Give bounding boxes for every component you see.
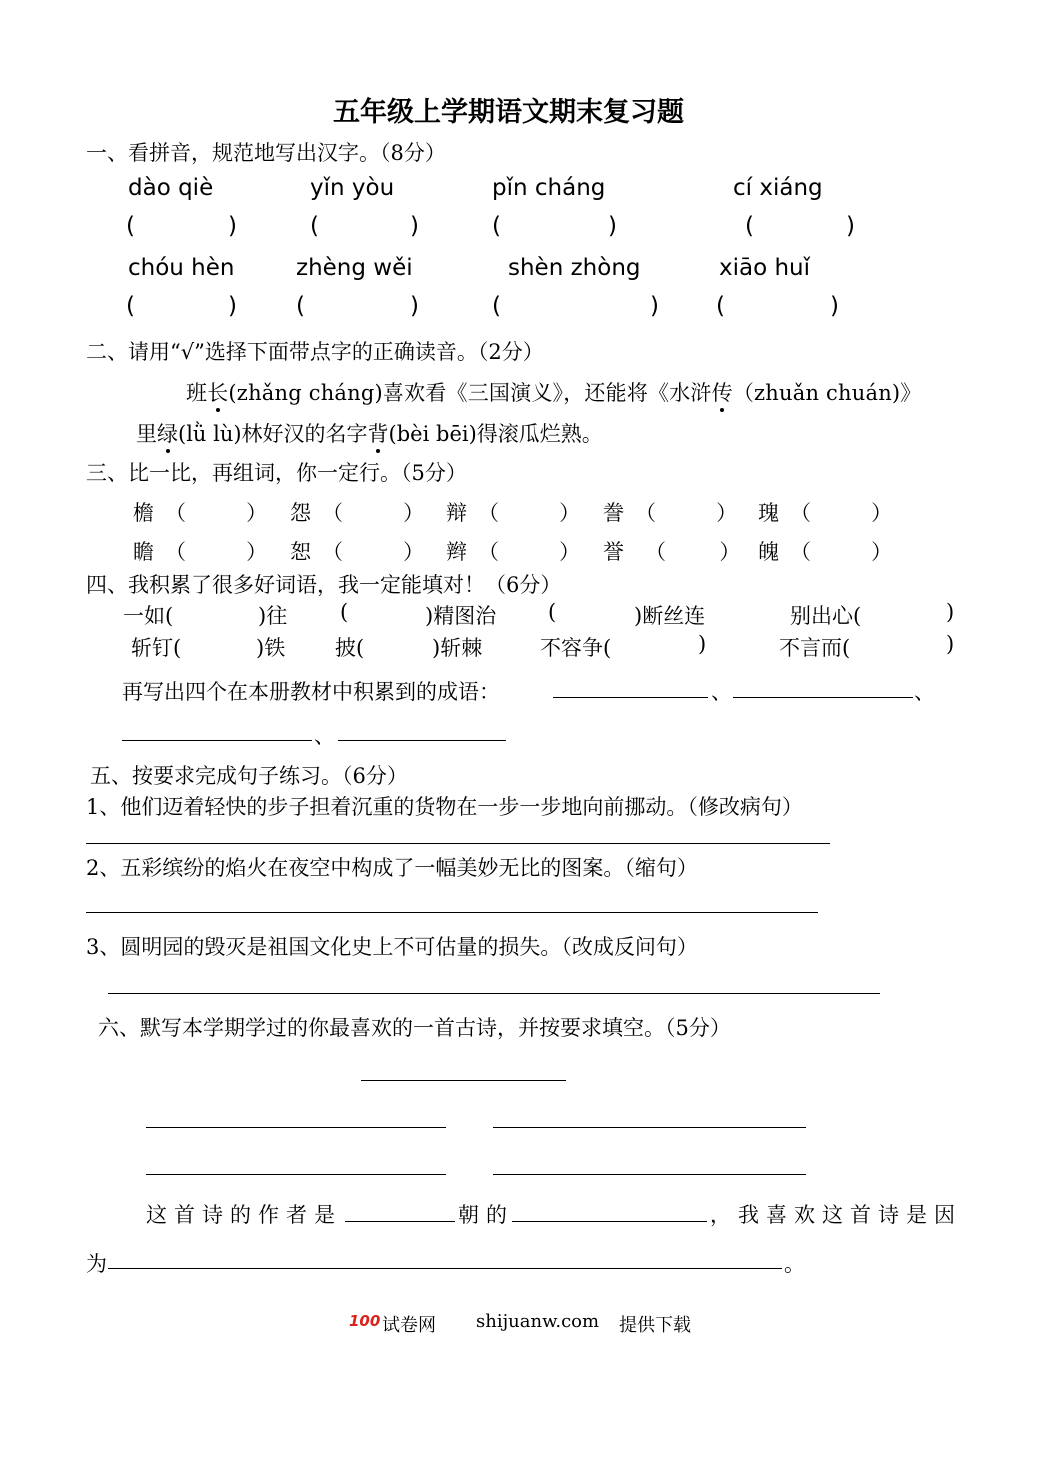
idiom-part: 一如( bbox=[123, 604, 174, 628]
separator: 、 bbox=[914, 680, 935, 704]
pinyin-2: yǐn yòu bbox=[310, 175, 395, 201]
answer-paren-open: ( bbox=[296, 293, 305, 319]
paren-blank: （ ） bbox=[165, 540, 268, 564]
answer-paren-open: ( bbox=[126, 293, 135, 319]
idiom-part: ( bbox=[548, 600, 557, 624]
answer-line[interactable] bbox=[108, 993, 880, 994]
compare-char: 辫 bbox=[446, 540, 467, 564]
paren-blank: （ ） bbox=[478, 540, 581, 564]
poem-line[interactable] bbox=[493, 1174, 806, 1175]
idiom-part: )精图治 bbox=[425, 604, 497, 628]
answer-line[interactable] bbox=[553, 697, 708, 698]
period: 。 bbox=[784, 1252, 805, 1276]
idiom-part: 不言而( bbox=[779, 636, 851, 660]
answer-paren-close: ) bbox=[410, 293, 419, 319]
answer-paren-close: ) bbox=[228, 213, 237, 239]
site-logo: 100 bbox=[349, 1312, 381, 1330]
author-name-line[interactable] bbox=[512, 1221, 707, 1222]
separator: 、 bbox=[711, 680, 732, 704]
answer-paren-open: ( bbox=[716, 293, 725, 319]
answer-paren-open: ( bbox=[310, 213, 319, 239]
reading-line-2: 里绿(lǜ lù)林好汉的名字背(bèi bēi)得滚瓜烂熟。 bbox=[136, 418, 603, 448]
question-1: 1、他们迈着轻快的步子担着沉重的货物在一步一步地向前挪动。（修改病句） bbox=[86, 795, 803, 819]
answer-line[interactable] bbox=[338, 740, 506, 741]
section-2-heading: 二、请用“√”选择下面带点字的正确读音。（2分） bbox=[86, 340, 544, 364]
answer-paren-open: ( bbox=[492, 213, 501, 239]
site-name: 试卷网 bbox=[382, 1315, 436, 1336]
question-3: 3、圆明园的毁灭是祖国文化史上不可估量的损失。（改成反问句） bbox=[86, 935, 698, 959]
answer-paren-close: ) bbox=[830, 293, 839, 319]
answer-paren-close: ) bbox=[608, 213, 617, 239]
compare-char: 誉 bbox=[603, 540, 624, 564]
idiom-part: ) bbox=[698, 632, 707, 656]
paren-blank: （ ） bbox=[645, 540, 741, 564]
separator: 、 bbox=[314, 724, 335, 748]
compare-char: 檐 bbox=[133, 501, 154, 525]
pinyin-8: xiāo huǐ bbox=[719, 255, 811, 281]
author-prompt: 这首诗的作者是 bbox=[146, 1203, 342, 1227]
idiom-part: 斩钉( bbox=[131, 636, 182, 660]
more-idioms-prompt: 再写出四个在本册教材中积累到的成语： bbox=[122, 680, 500, 704]
answer-line[interactable] bbox=[122, 740, 312, 741]
answer-paren-close: ) bbox=[410, 213, 419, 239]
answer-paren-close: ) bbox=[650, 293, 659, 319]
idiom-part: )往 bbox=[258, 604, 288, 628]
answer-paren-open: ( bbox=[745, 213, 754, 239]
dotted-char: 长 bbox=[207, 377, 228, 407]
idiom-part: 别出心( bbox=[790, 604, 862, 628]
reason-line[interactable] bbox=[108, 1268, 782, 1269]
poem-line[interactable] bbox=[146, 1127, 446, 1128]
paren-blank: （ ） bbox=[322, 501, 425, 525]
answer-paren-close: ) bbox=[228, 293, 237, 319]
dotted-char: 传 bbox=[712, 377, 733, 407]
author-line[interactable] bbox=[345, 1221, 455, 1222]
reading-line-1: 班长(zhǎng cháng)喜欢看《三国演义》，还能将《水浒传（zhuǎn chuán)》 bbox=[186, 377, 922, 407]
idiom-part: )斩棘 bbox=[432, 636, 483, 660]
compare-char: 怨 bbox=[290, 501, 311, 525]
pinyin-1: dào qiè bbox=[128, 175, 214, 201]
section-6-heading: 六、默写本学期学过的你最喜欢的一首古诗，并按要求填空。（5分） bbox=[98, 1016, 731, 1040]
idiom-part: ) bbox=[946, 632, 955, 656]
section-1-heading: 一、看拼音，规范地写出汉字。（8分） bbox=[86, 141, 446, 165]
pinyin-4: cí xiáng bbox=[733, 175, 823, 201]
compare-char: 恕 bbox=[290, 540, 311, 564]
download-note: 提供下载 bbox=[619, 1315, 691, 1336]
idiom-part: ( bbox=[340, 600, 349, 624]
compare-char: 辩 bbox=[446, 501, 467, 525]
answer-paren-open: ( bbox=[492, 293, 501, 319]
poem-line[interactable] bbox=[146, 1174, 446, 1175]
answer-line[interactable] bbox=[86, 843, 830, 844]
reason-prompt-cont: 为 bbox=[86, 1252, 107, 1276]
pinyin-6: zhèng wěi bbox=[296, 255, 413, 281]
dotted-char: 背 bbox=[368, 418, 389, 448]
site-domain[interactable]: shijuanw.com bbox=[476, 1311, 600, 1332]
paren-blank: （ ） bbox=[790, 501, 893, 525]
paren-blank: （ ） bbox=[635, 501, 738, 525]
answer-line[interactable] bbox=[733, 697, 913, 698]
idiom-part: )断丝连 bbox=[634, 604, 706, 628]
idiom-part: 披( bbox=[335, 636, 365, 660]
answer-paren-open: ( bbox=[126, 213, 135, 239]
dynasty-prompt: 朝的 bbox=[458, 1203, 514, 1227]
section-3-heading: 三、比一比，再组词，你一定行。（5分） bbox=[86, 461, 467, 485]
answer-paren-close: ) bbox=[846, 213, 855, 239]
paren-blank: （ ） bbox=[790, 540, 893, 564]
compare-char: 誊 bbox=[603, 501, 624, 525]
idiom-part: 不容争( bbox=[540, 636, 612, 660]
compare-char: 瑰 bbox=[758, 501, 779, 525]
pinyin-5: chóu hèn bbox=[128, 255, 235, 281]
paren-blank: （ ） bbox=[322, 540, 425, 564]
poem-title-line[interactable] bbox=[361, 1080, 566, 1081]
compare-char: 魄 bbox=[758, 540, 779, 564]
section-5-heading: 五、按要求完成句子练习。（6分） bbox=[90, 764, 408, 788]
poem-line[interactable] bbox=[493, 1127, 806, 1128]
pinyin-3: pǐn cháng bbox=[492, 175, 606, 201]
dotted-char: 绿 bbox=[157, 418, 178, 448]
compare-char: 瞻 bbox=[133, 540, 154, 564]
idiom-part: )铁 bbox=[256, 636, 286, 660]
question-2: 2、五彩缤纷的焰火在夜空中构成了一幅美妙无比的图案。（缩句） bbox=[86, 856, 698, 880]
pinyin-7: shèn zhòng bbox=[508, 255, 641, 281]
page-title: 五年级上学期语文期末复习题 bbox=[333, 97, 684, 128]
reason-prompt: ，我喜欢这首诗是因 bbox=[710, 1203, 962, 1227]
paren-blank: （ ） bbox=[478, 501, 581, 525]
paren-blank: （ ） bbox=[165, 501, 268, 525]
idiom-part: ) bbox=[946, 600, 955, 624]
answer-line[interactable] bbox=[86, 912, 818, 913]
section-4-heading: 四、我积累了很多好词语，我一定能填对！（6分） bbox=[86, 573, 562, 597]
